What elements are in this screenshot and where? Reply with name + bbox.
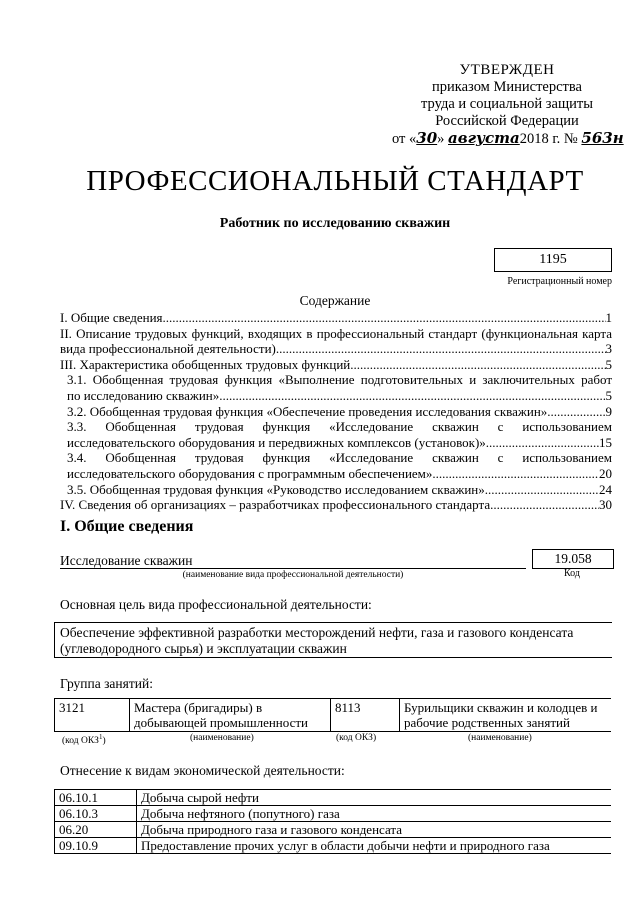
toc-entry-line: 3.3. Обобщенная трудовая функция «Исследование скважин с использованием [67, 419, 612, 435]
approval-heading: УТВЕРЖДЕН [459, 62, 555, 78]
toc-entry-line: 3.1. Обобщенная трудовая функция «Выполнение подготовительных и заключительных работ [67, 372, 612, 388]
table-row [55, 822, 612, 838]
okz-name-caption: (наименование) [190, 733, 254, 743]
toc-entry[interactable]: 3.2. Обобщенная трудовая функция «Обеспечение проведения исследования скважин» ..... 9 [60, 404, 612, 420]
toc-entry[interactable]: вида профессиональной деятельности) ..... 3 [60, 341, 612, 357]
approval-line: труда и социальной защиты [421, 96, 593, 112]
toc-entry-line: 3.4. Обобщенная трудовая функция «Исследование скважин с использованием [67, 450, 612, 466]
activity-code-caption: Код [564, 568, 580, 579]
toc-entry[interactable]: исследовательского оборудования и передвижных комплексов (установок)» ..... 15 [60, 435, 612, 451]
economic-activities-table [54, 789, 611, 854]
handwritten-day: 30 [416, 129, 438, 147]
handwritten-order-number: 563н [581, 129, 624, 147]
toc-entry[interactable]: по исследованию скважин» ..... 5 [60, 388, 612, 404]
registration-number-box: 1195 [494, 248, 612, 272]
handwritten-month: августа [448, 129, 520, 147]
okz-code-caption: (код ОКЗ$^1$) [62, 733, 106, 747]
okved-code: 09.10.9 [55, 838, 137, 854]
toc-entry[interactable]: 3.5. Обобщенная трудовая функция «Руководство исследованием скважин» ..... 24 [60, 482, 612, 498]
table-row [55, 838, 612, 854]
section-heading: I. Общие сведения [60, 518, 194, 535]
goal-label: Основная цель вида профессиональной деятельности: [60, 597, 372, 612]
okz-name: Бурильщики скважин и колодцев и рабочие родственных занятий [400, 699, 612, 732]
okved-name: Добыча нефтяного (попутного) газа [137, 806, 612, 822]
okved-code: 06.10.3 [55, 806, 137, 822]
approval-line: приказом Министерства [432, 79, 582, 95]
approval-block [392, 62, 622, 148]
toc-entry[interactable]: I. Общие сведения ..... 1 [60, 310, 612, 326]
group-label: Группа занятий: [60, 676, 153, 691]
toc-entry[interactable]: III. Характеристика обобщенных трудовых функций ..... 5 [60, 357, 612, 373]
table-row [55, 790, 612, 806]
table-row [55, 699, 612, 732]
okved-code: 06.10.1 [55, 790, 137, 806]
document-subtitle: Работник по исследованию скважин [219, 216, 451, 231]
activity-kind-name: Исследование скважин [60, 553, 193, 568]
okz-name: Мастера (бригадиры) в добывающей промышленности [130, 699, 331, 732]
registration-number-label: Регистрационный номер [507, 276, 612, 287]
table-row [55, 806, 612, 822]
contents-heading: Содержание [299, 293, 371, 308]
toc-entry-line: II. Описание трудовых функций, входящих в профессиональный стандарт (функциональная карта [60, 325, 612, 341]
approval-line: Российской Федерации [435, 113, 579, 129]
approval-date-line: от «30» августа2018 г. № 563н [392, 129, 624, 147]
activity-kind-caption: (наименование вида профессиональной деятельности) [182, 570, 404, 580]
economic-activities-label: Отнесение к видам экономической деятельности: [60, 763, 345, 778]
okz-code: 3121 [55, 699, 130, 732]
okz-code: 8113 [331, 699, 400, 732]
okved-name: Предоставление прочих услуг в области добычи нефти и природного газа [137, 838, 612, 854]
goal-text: Обеспечение эффективной разработки месторождений нефти, газа и газового конденсата (углеводородного сырья) и эксплуатации скважин [60, 625, 574, 656]
document-title: ПРОФЕССИОНАЛЬНЫЙ СТАНДАРТ [86, 165, 584, 197]
okved-code: 06.20 [55, 822, 137, 838]
toc-entry[interactable]: исследовательского оборудования с программным обеспечением» ..... 20 [60, 466, 612, 482]
table-of-contents [60, 310, 612, 513]
okved-name: Добыча сырой нефти [137, 790, 612, 806]
underline [60, 568, 526, 569]
okz-code-caption: (код ОКЗ) [336, 733, 377, 743]
okved-name: Добыча природного газа и газового конденсата [137, 822, 612, 838]
toc-entry[interactable]: IV. Сведения об организациях – разработчиках профессионального стандарта ..... 30 [60, 497, 612, 513]
occupation-group-table [54, 698, 611, 732]
activity-code-box: 19.058 [532, 549, 614, 569]
okz-name-caption: (наименование) [468, 733, 532, 743]
